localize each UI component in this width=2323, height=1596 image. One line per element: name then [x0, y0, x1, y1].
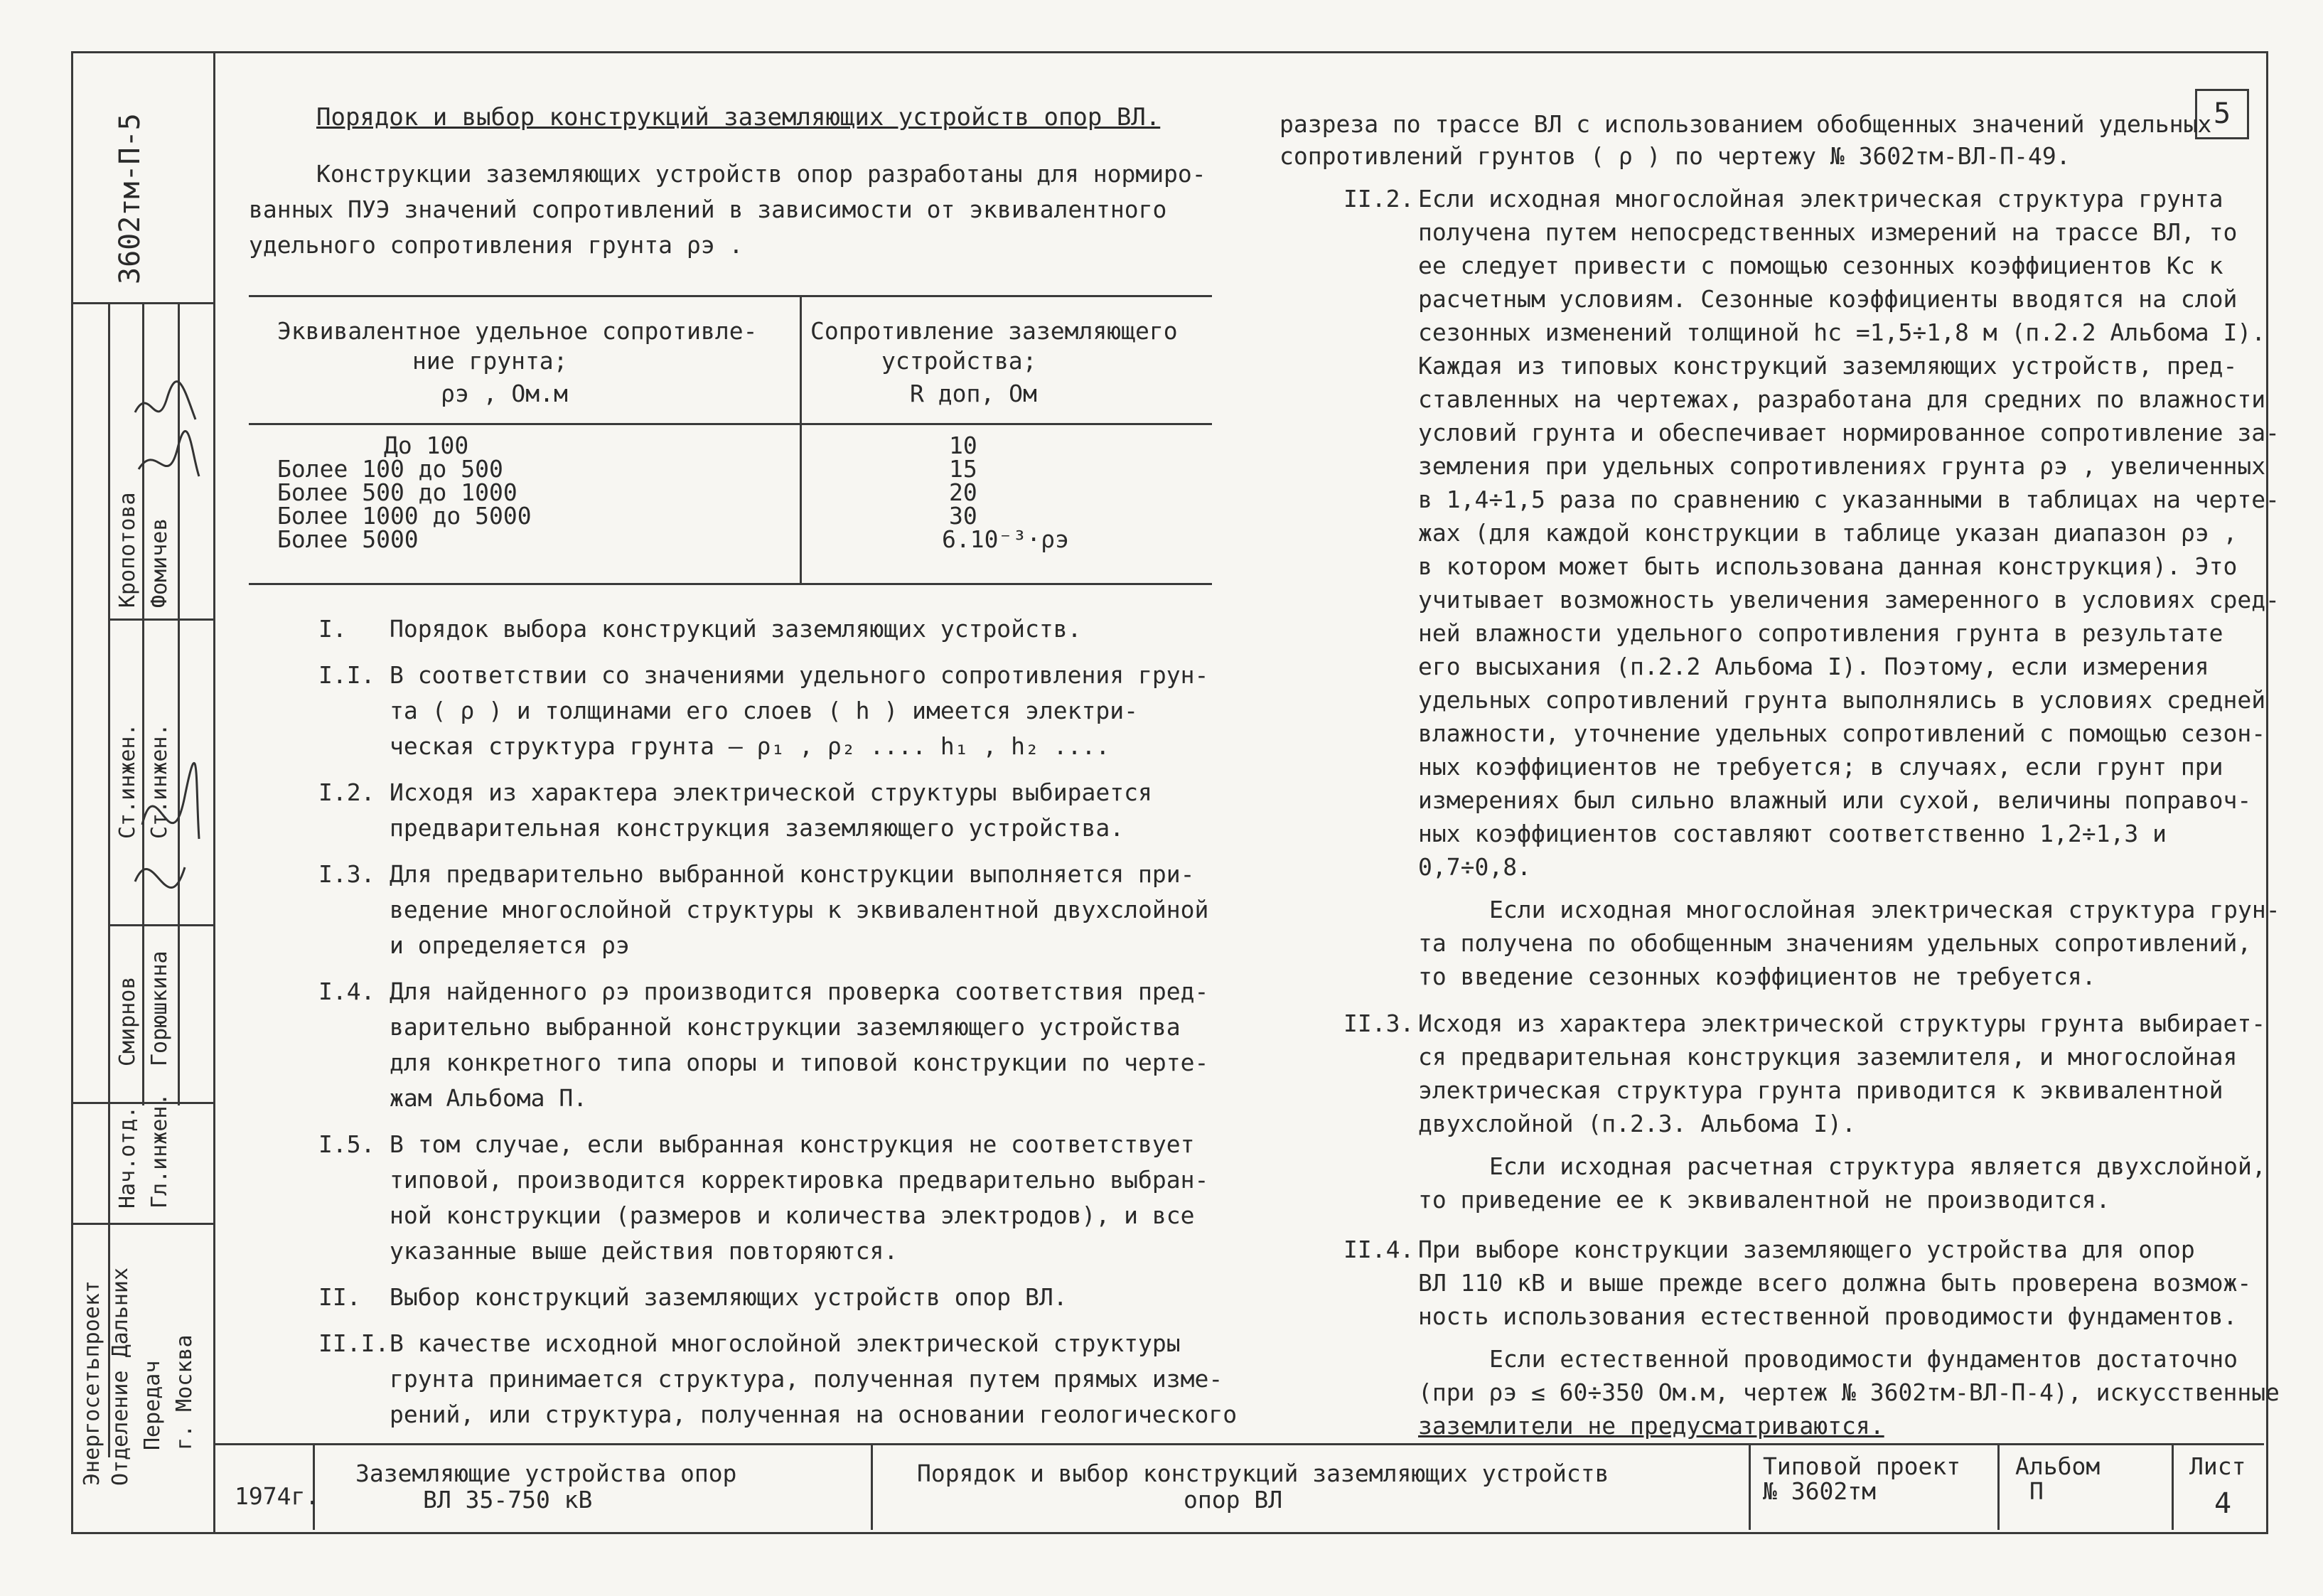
para-line: варительно выбранной конструкции заземляющего устройства	[390, 1013, 1181, 1041]
title-block-div-5	[2172, 1443, 2174, 1530]
para-line: Для найденного ρэ производится проверка соответствия пред-	[390, 978, 1209, 1005]
para-num: II.3.	[1343, 1009, 1415, 1037]
tb-sheet-label: Лист	[2189, 1452, 2246, 1480]
para-line: та ( ρ ) и толщинами его слоев ( h ) имеется электри-	[390, 697, 1138, 724]
table-col2-header-1: Сопротивление заземляющего	[810, 317, 1178, 345]
para-line: его высыхания (п.2.2 Альбома I). Поэтому, если измерения	[1418, 653, 2209, 680]
para-line: Исходя из характера электрической структуры выбирается	[390, 778, 1152, 806]
para-line: то введение сезонных коэффициентов не требуется.	[1418, 963, 2096, 990]
tb-project-1: Типовой проект	[1763, 1452, 1961, 1480]
intro-line-2: ванных ПУЭ значений сопротивлений в зависимости от эквивалентного	[249, 196, 1167, 223]
tb-object-2: ВЛ 35-750 кВ	[423, 1486, 593, 1514]
para-line: ность использования естественной проводимости фундаментов.	[1418, 1302, 2238, 1330]
signature-4	[135, 867, 185, 888]
para-line: в котором может быть использована данная конструкция). Это	[1418, 552, 2238, 580]
para-line: Если естественной проводимости фундаментов достаточно	[1489, 1345, 2238, 1373]
stamp-org-2: Отделение Дальних	[108, 1267, 133, 1486]
table-top-line	[249, 295, 1212, 297]
tb-album-value: П	[2029, 1477, 2044, 1505]
para-line: ведение многослойной структуры к эквивалентной двухслойной	[390, 896, 1209, 923]
para-line: жах (для каждой конструкции в таблице указан диапазон ρэ ,	[1418, 519, 2238, 547]
para-line: Выбор конструкций заземляющих устройств опор ВЛ.	[390, 1283, 1068, 1311]
stamp-position-1: Ст.инжен.	[115, 723, 140, 839]
para-line: Если исходная расчетная структура является двухслойной,	[1489, 1152, 2266, 1180]
table-col1-header-3: ρэ , Ом.м	[441, 380, 568, 407]
stamp-name-3: Смирнов	[115, 976, 140, 1066]
stamp-name-1: Кропотова	[115, 492, 140, 608]
para-line: ся предварительная конструкция заземлителя, и многослойная	[1418, 1043, 2238, 1071]
para-line: Если исходная многослойная электрическая структура грунта	[1418, 185, 2223, 213]
right-lead-1: разреза по трассе ВЛ с использованием обобщенных значений удельных	[1279, 110, 2212, 138]
para-line: в 1,4÷1,5 раза по сравнению с указанными в таблицах на черте-	[1418, 486, 2280, 513]
para-num: I.3.	[318, 860, 375, 888]
para-line: ставленных на чертежах, разработана для средних по влажности	[1418, 385, 2266, 413]
tb-sheet-value: 4	[2214, 1487, 2232, 1520]
stamp-divider-4	[71, 1102, 213, 1104]
para-line: Исходя из характера электрической структуры грунта выбирает-	[1418, 1009, 2266, 1037]
table-row-range: Более 500 до 1000	[277, 478, 517, 506]
para-line: В соответствии со значениями удельного сопротивления грун-	[390, 661, 1209, 689]
para-line: получена путем непосредственных измерений на трассе ВЛ, то	[1418, 218, 2238, 246]
para-line: ВЛ 110 кВ и выше прежде всего должна быть проверена возмож-	[1418, 1269, 2252, 1297]
table-row-value: 10	[949, 432, 977, 459]
para-line: измерениях был сильно влажный или сухой, величины поправоч-	[1418, 786, 2252, 814]
para-line: условий грунта и обеспечивает нормированное сопротивление за-	[1418, 419, 2280, 446]
table-row-value: 30	[949, 502, 977, 530]
table-row-value: 6.10⁻³·ρэ	[942, 525, 1069, 553]
stamp-position-2: Ст.инжен.	[147, 723, 172, 839]
para-line: грунта принимается структура, полученная путем прямых изме-	[390, 1365, 1223, 1393]
para-line: Для предварительно выбранной конструкции выполняется при-	[390, 860, 1195, 888]
para-num: II.2.	[1343, 185, 1415, 213]
tb-sheet-title-1: Порядок и выбор конструкций заземляющих устройств	[917, 1460, 1609, 1487]
table-bottom-line	[249, 583, 1212, 585]
para-line: удельных сопротивлений грунта выполнялись в условиях средней	[1418, 686, 2266, 714]
para-line: сезонных изменений толщиной hс =1,5÷1,8 м (п.2.2 Альбома I).	[1418, 318, 2266, 346]
para-num: II.	[318, 1283, 361, 1311]
para-line: При выборе конструкции заземляющего устройства для опор	[1418, 1236, 2195, 1263]
para-line: указанные выше действия повторяются.	[390, 1237, 898, 1265]
table-row-value: 15	[949, 455, 977, 483]
table-col-divider	[800, 295, 802, 585]
table-row-range: Более 100 до 500	[277, 455, 503, 483]
tb-project-2: № 3602тм	[1763, 1477, 1876, 1505]
left-margin-line	[213, 51, 215, 1532]
table-header-line	[249, 423, 1212, 425]
para-line: учитывает возможность увеличения замеренного в условиях сред-	[1418, 586, 2280, 614]
para-num: I.5.	[318, 1130, 375, 1158]
table-col1-header-1: Эквивалентное удельное сопротивле-	[277, 317, 758, 345]
para-line: влажности, уточнение удельных сопротивлений с помощью сезон-	[1418, 719, 2266, 747]
page-number: 5	[2213, 97, 2231, 130]
stamp-divider-5	[71, 1223, 213, 1225]
stamp-position-4: Гл.инжен.	[147, 1093, 172, 1209]
para-line: земления при удельных сопротивлениях грунта ρэ , увеличенных	[1418, 452, 2266, 480]
para-line: электрическая структура грунта приводится к эквивалентной	[1418, 1076, 2223, 1104]
para-line: В том случае, если выбранная конструкция не соответствует	[390, 1130, 1195, 1158]
para-line: ных коэффициентов не требуется; в случаях, если грунт при	[1418, 753, 2223, 781]
table-col2-header-3: R доп, Ом	[910, 380, 1037, 407]
para-line: для конкретного типа опоры и типовой конструкции по черте-	[390, 1049, 1209, 1076]
para-num: I.2.	[318, 778, 375, 806]
signature-1	[135, 382, 195, 419]
title-block-div-3	[1749, 1443, 1751, 1530]
section-heading: Порядок и выбор конструкций заземляющих устройств опор ВЛ.	[316, 103, 1161, 132]
para-line: Если исходная многослойная электрическая структура грун-	[1489, 896, 2280, 923]
title-block-div-4	[1997, 1443, 2000, 1530]
para-line: ее следует привести с помощью сезонных коэффициентов Кс к	[1418, 252, 2223, 279]
para-line: ческая структура грунта — ρ₁ , ρ₂ .... h₁ , h₂ ....	[390, 732, 1110, 760]
para-num: II.4.	[1343, 1236, 1415, 1263]
stamp-org-3: Передач	[140, 1360, 165, 1450]
para-line: ных коэффициентов составляют соответственно 1,2÷1,3 и	[1418, 820, 2167, 847]
para-line: расчетным условиям. Сезонные коэффициенты вводятся на слой	[1418, 285, 2238, 313]
intro-line-3: удельного сопротивления грунта ρэ .	[249, 231, 744, 259]
table-col1-header-2: ние грунта;	[412, 347, 568, 375]
para-num: I.4.	[318, 978, 375, 1005]
para-line: Порядок выбора конструкций заземляющих устройств.	[390, 615, 1082, 643]
stamp-org-4: г. Москва	[172, 1334, 197, 1450]
stamp-org-1: Энергосетьпроект	[80, 1280, 104, 1486]
stamp-position-3: Нач.отд.	[115, 1105, 140, 1209]
table-row-range: Более 1000 до 5000	[277, 502, 532, 530]
table-col2-header-2: устройства;	[881, 347, 1037, 375]
tb-year: 1974г.	[235, 1482, 320, 1510]
para-line: двухслойной (п.2.3. Альбома I).	[1418, 1110, 1856, 1137]
para-line: и определяется ρэ	[390, 931, 630, 959]
stamp-name-2: Фомичев	[147, 518, 172, 608]
para-line: та получена по обобщенным значениям удельных сопротивлений,	[1418, 929, 2252, 957]
para-line: Каждая из типовых конструкций заземляющих устройств, пред-	[1418, 352, 2238, 380]
table-row-range: Более 5000	[277, 525, 419, 553]
title-block-div-2	[871, 1443, 873, 1530]
para-num: II.I.	[318, 1329, 390, 1357]
para-line: заземлители не предусматриваются.	[1418, 1412, 1884, 1440]
intro-line-1: Конструкции заземляющих устройств опор разработаны для нормиро-	[316, 160, 1206, 188]
para-line: жам Альбома П.	[390, 1084, 588, 1112]
right-lead-2: сопротивлений грунтов ( ρ ) по чертежу № 3602тм-ВЛ-П-49.	[1279, 142, 2071, 170]
signature-marks	[128, 370, 206, 938]
signature-2	[139, 431, 199, 476]
doc-code-vertical: 3602тм-П-5	[114, 113, 146, 284]
para-line: 0,7÷0,8.	[1418, 853, 1531, 881]
para-num: I.	[318, 615, 347, 643]
para-num: I.I.	[318, 661, 375, 689]
table-row-range: До 100	[384, 432, 469, 459]
title-block-top	[213, 1443, 2264, 1445]
para-line: В качестве исходной многослойной электрической структуры	[390, 1329, 1181, 1357]
stamp-name-4: Горюшкина	[147, 950, 172, 1066]
para-line: то приведение ее к эквивалентной не производится.	[1418, 1186, 2110, 1214]
para-line: ней влажности удельного сопротивления грунта в результате	[1418, 619, 2223, 647]
signature-3	[142, 763, 199, 839]
para-line: предварительная конструкция заземляющего устройства.	[390, 814, 1125, 842]
tb-album-label: Альбом	[2015, 1452, 2101, 1480]
tb-object-1: Заземляющие устройства опор	[355, 1460, 737, 1487]
para-line: (при ρэ ≤ 60÷350 Ом.м, чертеж № 3602тм-ВЛ-П-4), искусственные	[1418, 1378, 2280, 1406]
resistance-table	[249, 295, 1212, 594]
para-line: типовой, производится корректировка предварительно выбран-	[390, 1166, 1209, 1194]
para-line: рений, или структура, полученная на основании геологического	[390, 1400, 1238, 1428]
table-row-value: 20	[949, 478, 977, 506]
para-line: ной конструкции (размеров и количества электродов), и все	[390, 1201, 1195, 1229]
tb-sheet-title-2: опор ВЛ	[1184, 1486, 1283, 1514]
